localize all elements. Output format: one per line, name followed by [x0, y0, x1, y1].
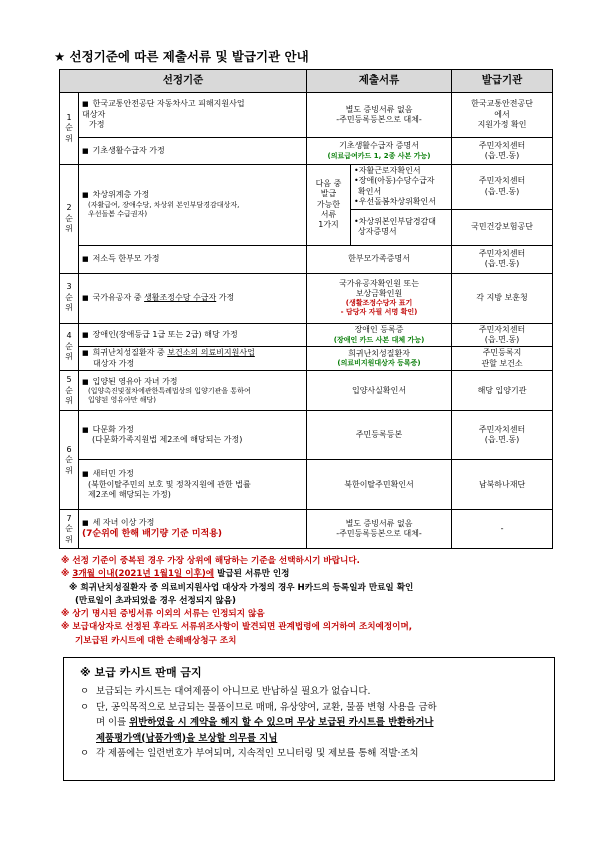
issuer-near-poverty: 주민자치센터 (읍.면.동)	[452, 165, 553, 210]
issuer-national-merit: 각 지방 보훈청	[452, 273, 553, 323]
criteria-rare-disease: ■ 희귀난치성질환자 중 보건소의 의료비지원사업 대상자 가정	[79, 347, 307, 371]
page-title: ★ 선정기준에 따른 제출서류 및 발급기관 안내	[54, 49, 309, 64]
docs-near-poverty-choose: 다음 중 발급 가능한 서류 1가지	[307, 165, 351, 246]
bullet-icon: ■	[82, 349, 89, 358]
table-row	[60, 371, 553, 411]
docs-three-children: 별도 증빙서류 없음 -주민등록등본으로 대체-	[307, 510, 452, 549]
criteria-traffic-victim: ■ 한국교통안전공단 자동차사고 피해지원사업 대상자 가정	[79, 93, 307, 138]
bullet-icon: ■	[82, 100, 89, 109]
notice-item: ㅇ 보급되는 카시트는 대여제품이 아니므로 반납하실 필요가 없습니다.	[74, 684, 544, 700]
docs-traffic-victim: 별도 증빙서류 없음 -주민등록등본으로 대체-	[307, 93, 452, 138]
issuer-disabled: 주민자치센터 (읍.면.동)	[452, 323, 553, 347]
criteria-three-children: ■ 세 자녀 이상 가정 (7순위에 한해 배기량 기준 미적용)	[79, 510, 307, 549]
rank-4: 4 순 위	[60, 323, 79, 371]
note-forgery-cont: 기보급된 카시트에 대한 손해배상청구 조치	[75, 635, 237, 646]
resale-prohibition-title: ※ 보급 카시트 판매 금지	[80, 666, 202, 679]
note-forgery: ※ 보급대상자로 선정된 후라도 서류위조사항이 발견되면 관계법령에 의거하여 조치예정이며,	[61, 622, 413, 633]
bullet-icon: ■	[82, 191, 89, 200]
table-row	[60, 323, 553, 347]
docs-adopted: 입양사실확인서	[307, 371, 452, 411]
docs-disabled: 장애인 등록증 (장애인 카드 사본 대체 가능)	[307, 323, 452, 347]
docs-national-merit: 국가유공자확인원 또는 보상금확인원 (생활조정수당자 표기 - 담당자 자필 서명 확인)	[307, 273, 452, 323]
docs-basic-livelihood: 기초생활수급자 증명서 (의료급여카드 1, 2종 사본 가능)	[307, 138, 452, 165]
rank-3: 3 순 위	[60, 273, 79, 323]
docs-near-poverty-health: •차상위본인부담경감대 상자증명서	[351, 209, 452, 245]
header-docs: 제출서류	[307, 70, 452, 93]
issuer-traffic-victim: 한국교통안전공단 에서 지원가정 확인	[452, 93, 553, 138]
criteria-adopted: ■ 입양된 영유아 자녀 가정 (입양촉진및절차에관한특례법상의 입양기관을 통하여 입양된 영유아만 해당)	[79, 371, 307, 411]
bullet-icon: ■	[82, 254, 89, 263]
bullet-icon: ■	[82, 519, 89, 528]
table-row	[60, 93, 553, 138]
rank-5: 5 순 위	[60, 371, 79, 411]
table-row	[60, 165, 553, 210]
issuer-basic-livelihood: 주민자치센터 (읍.면.동)	[452, 138, 553, 165]
table-row	[60, 273, 553, 323]
criteria-basic-livelihood: ■ 기초생활수급자 가정	[79, 138, 307, 165]
docs-near-poverty-list: •자활근로자확인서 •장애(아동)수당수급자 확인서 •우선돌봄차상위확인서	[351, 165, 452, 210]
circle-bullet-icon: ㅇ	[80, 701, 90, 713]
rank-1: 1 순 위	[60, 93, 79, 165]
docs-rare-disease: 희귀난치성질환자 (의료비지원대상자 등록증)	[307, 347, 452, 371]
note-hcard: ※ 희귀난치성질환자 중 의료비지원사업 대상자 가정의 경우 H카드의 등록일과 만료일 확인	[69, 582, 414, 593]
bullet-icon: ■	[82, 377, 89, 386]
note-three-months: ※ 3개월 이내(2021년 1월1일 이후)에 발급된 서류만 인정	[61, 569, 290, 580]
criteria-defector: ■ 새터민 가정 (북한이탈주민의 보호 및 정착지원에 관한 법률 제2조에 해당되는 가정)	[79, 460, 307, 510]
issuer-rare-disease: 주민등록지 관할 보건소	[452, 347, 553, 371]
rank-6: 6 순 위	[60, 411, 79, 510]
table-row	[60, 245, 553, 273]
rank-2: 2 순 위	[60, 165, 79, 274]
resale-prohibition-box	[63, 657, 555, 781]
bullet-icon: ■	[82, 293, 89, 302]
table-row	[60, 460, 553, 510]
issuer-defector: 남북하나재단	[452, 460, 553, 510]
bullet-icon: ■	[82, 470, 89, 479]
bullet-icon: ■	[82, 330, 89, 339]
table-row	[60, 411, 553, 460]
criteria-national-merit: ■ 국가유공자 중 생활조정수당 수급자 가정	[79, 273, 307, 323]
notice-item: ㅇ 단, 공익목적으로 보급되는 물품이므로 매매, 유상양여, 교환, 물품 변형 사용을 금하 며 이를 위반하였을 시 계약을 해지 할 수 있으며 무상 보급된 카시트를 반환하거나 제품평가액(납품가액)을 보상할 의무를 지님	[80, 701, 437, 744]
issuer-adopted: 해당 입양기관	[452, 371, 553, 411]
notes-section	[61, 555, 561, 648]
header-issuer: 발급기관	[452, 70, 553, 93]
notice-item: ㅇ 각 제품에는 일련번호가 부여되며, 지속적인 모니터링 및 제보를 통해 적발·조치	[74, 746, 544, 762]
docs-single-parent: 한부모가족증명서	[307, 245, 452, 273]
criteria-table	[59, 69, 553, 549]
issuer-single-parent: 주민자치센터 (읍.면.동)	[452, 245, 553, 273]
table-row	[60, 510, 553, 549]
header-criteria: 선정기준	[60, 70, 307, 93]
criteria-near-poverty: ■ 차상위계층 가정 (자활급여, 장애수당, 차상위 본인부담경감대상자, 우선돌봄 수급권자)	[79, 165, 307, 246]
table-row	[60, 347, 553, 371]
note-other-docs: ※ 상기 명시된 증빙서류 이외의 서류는 인정되지 않음	[61, 609, 265, 620]
bullet-icon: ■	[82, 425, 89, 434]
criteria-multicultural: ■ 다문화 가정 (다문화가족지원법 제2조에 해당되는 가정)	[79, 411, 307, 460]
issuer-health-insurance: 국민건강보험공단	[452, 209, 553, 245]
docs-defector: 북한이탈주민확인서	[307, 460, 452, 510]
table-header-row	[60, 70, 553, 93]
docs-multicultural: 주민등록등본	[307, 411, 452, 460]
note-hcard-cont: (만료일이 초과되었을 경우 선정되지 않음)	[75, 595, 236, 606]
circle-bullet-icon: ㅇ	[80, 686, 90, 697]
issuer-three-children: -	[452, 510, 553, 549]
circle-bullet-icon: ㅇ	[80, 748, 90, 759]
note-duplicate: ※ 선정 기준이 중복된 경우 가장 상위에 해당하는 기준을 선택하시기 바랍니다.	[61, 556, 360, 566]
issuer-multicultural: 주민자치센터 (읍.면.동)	[452, 411, 553, 460]
table-row	[60, 138, 553, 165]
bullet-icon: ■	[82, 146, 89, 155]
criteria-disabled: ■ 장애인(장애등급 1급 또는 2급) 해당 가정	[79, 323, 307, 347]
rank-7: 7 순 위	[60, 510, 79, 549]
criteria-single-parent: ■ 저소득 한부모 가정	[79, 245, 307, 273]
